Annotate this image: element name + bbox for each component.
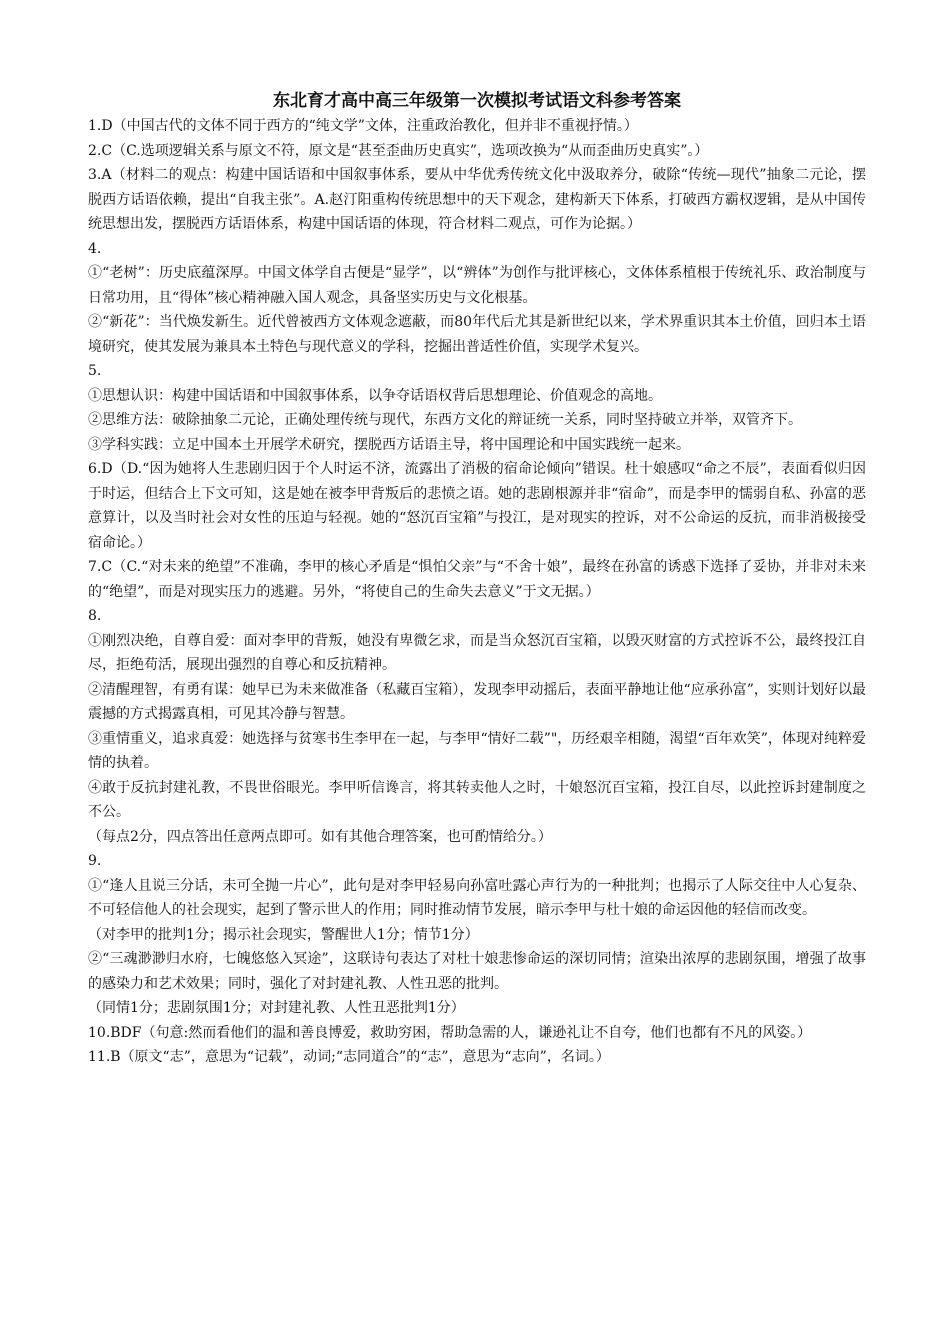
answer-q5-point-2: ②思维方法：破除抽象二元论，正确处理传统与现代，东西方文化的辩证统一关系，同时坚持破立并举，双管齐下。: [88, 412, 802, 428]
answer-q1: 1.D（中国古代的文体不同于西方的“纯文学”文体，注重政治教化，但并非不重视抒情。）: [88, 118, 638, 134]
answer-q11: 11.B（原文“志”，意思为“记载”，动词;“志同道合”的“志”，意思为“志向”，名词。）: [88, 1049, 610, 1065]
answer-q9-point-1: ①“逢人且说三分话，未可全抛一片心”，此句是对李甲轻易向孙富吐露心声行为的一种批判；也揭示了人际交往中人心复杂、不可轻信他人的社会现实，起到了警示世人的作用；同时推动情节发展，暗示李甲与杜十娘的命运因他的轻信而改变。: [88, 877, 866, 918]
answer-q9-point-2: ②“三魂渺渺归水府，七魄悠悠入冥途”，这联诗句表达了对杜十娘悲惨命运的深切同情；渲染出浓厚的悲剧氛围，增强了故事的感染力和艺术效果；同时，强化了对封建礼教、人性丑恶的批判。: [88, 951, 866, 992]
answer-q8-point-3: ③重情重义，追求真爱：她选择与贫寒书生李甲在一起，与李甲“情好二载”"，历经艰辛相随，渴望“百年欢笑”，体现对纯粹爱情的执着。: [88, 730, 866, 771]
scoring-note-q9-1: （对李甲的批判1分；揭示社会现实，警醒世人1分；情节1分）: [88, 926, 479, 943]
answer-q2: 2.C（C.选项逻辑关系与原文不符，原文是“甚至歪曲历史真实”，选项改换为“从而歪曲历史真实”。）: [88, 142, 709, 159]
question-number-5: 5.: [88, 363, 102, 379]
answer-body: [88, 114, 866, 1070]
answer-q3: 3.A（材料二的观点：构建中国话语和中国叙事体系，要从中华优秀传统文化中汲取养分，破除“传统—现代”抽象二元论，摆脱西方话语依赖，提出“自我主张”。A.赵汀阳重构传统思想中的天下观念，建构新天下体系，打破西方霸权逻辑，是从中国传统思想出发，摆脱西方话语体系，构建中国话语的体现，符合材料二观点，可作为论据。）: [88, 167, 866, 232]
question-number-9: 9.: [88, 853, 102, 869]
answer-q5-point-3: ③学科实践：立足中国本土开展学术研究，摆脱西方话语主导，将中国理论和中国实践统一起来。: [88, 436, 690, 453]
answer-q8-point-4: ④敢于反抗封建礼教，不畏世俗眼光。李甲听信谗言，将其转卖他人之时，十娘怒沉百宝箱，投江自尽，以此控诉封建制度之不公。: [88, 779, 866, 820]
answer-q4-point-2: ②“新花”：当代焕发新生。近代曾被西方文体观念遮蔽，而80年代后尤其是新世纪以来，学术界重识其本土价值，回归本土语境研究，使其发展为兼具本土特色与现代意义的学科，挖掘出普适性价值，实现学术复兴。: [88, 314, 866, 355]
answer-q7: 7.C（C.“对未来的绝望”不准确，李甲的核心矛盾是“惧怕父亲”与“不舍十娘”，最终在孙富的诱惑下选择了妥协，并非对未来的“绝望”，而是对现实压力的逃避。另外，“将使自己的生命失去意义”于文无据。）: [88, 559, 866, 600]
answer-q8-point-1: ①刚烈决绝，自尊自爱：面对李甲的背叛，她没有卑微乞求，而是当众怒沉百宝箱，以毁灭财富的方式控诉不公，最终投江自尽，拒绝苟活，展现出强烈的自尊心和反抗精神。: [88, 632, 866, 673]
answer-q4-point-1: ①“老树”：历史底蕴深厚。中国文体学自古便是“显学”，以“辨体”为创作与批评核心，文体体系植根于传统礼乐、政治制度与日常功用，且“得体”核心精神融入国人观念，具备坚实历史与文化根基。: [88, 265, 866, 306]
answer-q8-point-2: ②清醒理智，有勇有谋：她早已为未来做准备（私藏百宝箱），发现李甲动摇后，表面平静地让他“应承孙富”，实则计划好以最震撼的方式揭露真相，可见其冷静与智慧。: [88, 681, 866, 722]
answer-q6: 6.D（D.“因为她将人生悲剧归因于个人时运不济，流露出了消极的宿命论倾向”错误。杜十娘感叹“命之不辰”，表面看似归因于时运，但结合上下文可知，这是她在被李甲背叛后的悲愤之语。她的悲剧根源并非“宿命”，而是李甲的懦弱自私、孙富的恶意算计，以及当时社会对女性的压迫与轻视。她的“怒沉百宝箱”与投江，是对现实的控诉，对不公命运的反抗，而非消极接受宿命论。）: [88, 461, 866, 551]
question-number-8: 8.: [88, 608, 102, 624]
answer-q10: 10.BDF（句意:然而看他们的温和善良博爱，救助穷困，帮助急需的人，谦逊礼让不自夸，他们也都有不凡的风姿。）: [88, 1024, 812, 1041]
document-title: 东北育才高中高三年级第一次模拟考试语文科参考答案: [273, 91, 681, 111]
scoring-note-q9-2: （同情1分；悲剧氛围1分；对封建礼教、人性丑恶批判1分）: [88, 1000, 465, 1016]
scoring-note-q8: （每点2分，四点答出任意两点即可。如有其他合理答案，也可酌情给分。）: [88, 828, 552, 845]
question-number-4: 4.: [88, 240, 102, 257]
answer-q5-point-1: ①思想认识：构建中国话语和中国叙事体系，以争夺话语权背后思想理论、价值观念的高地。: [88, 387, 662, 404]
